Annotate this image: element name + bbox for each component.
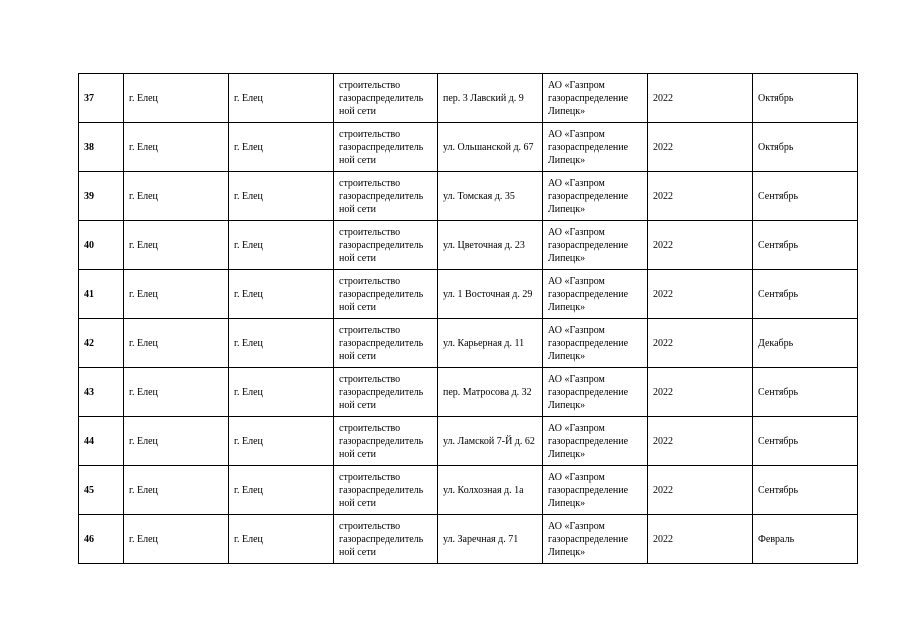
district-cell: г. Елец (124, 466, 229, 515)
district-cell: г. Елец (124, 319, 229, 368)
table-row (79, 221, 858, 270)
district-cell: г. Елец (124, 172, 229, 221)
month-cell: Декабрь (753, 319, 858, 368)
work-type-cell: строительство газораспределитель ной сети (334, 172, 438, 221)
year-cell: 2022 (648, 368, 753, 417)
district-cell: г. Елец (124, 74, 229, 123)
table-row (79, 270, 858, 319)
locality-cell: г. Елец (229, 123, 334, 172)
table-row (79, 368, 858, 417)
year-cell: 2022 (648, 74, 753, 123)
address-cell: ул. Томская д. 35 (438, 172, 543, 221)
work-type-cell: строительство газораспределитель ной сети (334, 466, 438, 515)
year-cell: 2022 (648, 319, 753, 368)
locality-cell: г. Елец (229, 172, 334, 221)
month-cell: Сентябрь (753, 368, 858, 417)
month-cell: Сентябрь (753, 466, 858, 515)
owner-cell: АО «Газпром газораспределение Липецк» (543, 368, 648, 417)
year-cell: 2022 (648, 270, 753, 319)
owner-cell: АО «Газпром газораспределение Липецк» (543, 515, 648, 564)
row-number-cell: 39 (79, 172, 124, 221)
row-number-cell: 44 (79, 417, 124, 466)
month-cell: Сентябрь (753, 417, 858, 466)
owner-cell: АО «Газпром газораспределение Липецк» (543, 221, 648, 270)
locality-cell: г. Елец (229, 417, 334, 466)
district-cell: г. Елец (124, 417, 229, 466)
month-cell: Октябрь (753, 74, 858, 123)
row-number-cell: 43 (79, 368, 124, 417)
address-cell: ул. Колхозная д. 1а (438, 466, 543, 515)
year-cell: 2022 (648, 515, 753, 564)
row-number-cell: 46 (79, 515, 124, 564)
work-type-cell: строительство газораспределитель ной сети (334, 319, 438, 368)
locality-cell: г. Елец (229, 368, 334, 417)
row-number-cell: 38 (79, 123, 124, 172)
owner-cell: АО «Газпром газораспределение Липецк» (543, 466, 648, 515)
month-cell: Февраль (753, 515, 858, 564)
locality-cell: г. Елец (229, 466, 334, 515)
address-cell: пер. Матросова д. 32 (438, 368, 543, 417)
address-cell: ул. Цветочная д. 23 (438, 221, 543, 270)
table-row (79, 319, 858, 368)
district-cell: г. Елец (124, 221, 229, 270)
work-type-cell: строительство газораспределитель ной сети (334, 74, 438, 123)
locality-cell: г. Елец (229, 74, 334, 123)
district-cell: г. Елец (124, 515, 229, 564)
table-row (79, 74, 858, 123)
month-cell: Октябрь (753, 123, 858, 172)
district-cell: г. Елец (124, 270, 229, 319)
work-type-cell: строительство газораспределитель ной сети (334, 123, 438, 172)
month-cell: Сентябрь (753, 221, 858, 270)
row-number-cell: 42 (79, 319, 124, 368)
month-cell: Сентябрь (753, 172, 858, 221)
owner-cell: АО «Газпром газораспределение Липецк» (543, 123, 648, 172)
row-number-cell: 37 (79, 74, 124, 123)
owner-cell: АО «Газпром газораспределение Липецк» (543, 319, 648, 368)
address-cell: ул. Ламской 7-Й д. 62 (438, 417, 543, 466)
locality-cell: г. Елец (229, 270, 334, 319)
gas-network-schedule-table (78, 73, 858, 564)
address-cell: пер. 3 Лавский д. 9 (438, 74, 543, 123)
row-number-cell: 45 (79, 466, 124, 515)
address-cell: ул. Ольшанской д. 67 (438, 123, 543, 172)
district-cell: г. Елец (124, 123, 229, 172)
table-row (79, 123, 858, 172)
address-cell: ул. Карьерная д. 11 (438, 319, 543, 368)
work-type-cell: строительство газораспределитель ной сети (334, 417, 438, 466)
month-cell: Сентябрь (753, 270, 858, 319)
work-type-cell: строительство газораспределитель ной сети (334, 515, 438, 564)
row-number-cell: 41 (79, 270, 124, 319)
work-type-cell: строительство газораспределитель ной сети (334, 221, 438, 270)
year-cell: 2022 (648, 417, 753, 466)
table-row (79, 417, 858, 466)
table-row (79, 515, 858, 564)
table-body (79, 74, 858, 564)
work-type-cell: строительство газораспределитель ной сети (334, 270, 438, 319)
year-cell: 2022 (648, 221, 753, 270)
locality-cell: г. Елец (229, 319, 334, 368)
owner-cell: АО «Газпром газораспределение Липецк» (543, 74, 648, 123)
work-type-cell: строительство газораспределитель ной сети (334, 368, 438, 417)
district-cell: г. Елец (124, 368, 229, 417)
owner-cell: АО «Газпром газораспределение Липецк» (543, 172, 648, 221)
year-cell: 2022 (648, 466, 753, 515)
owner-cell: АО «Газпром газораспределение Липецк» (543, 417, 648, 466)
address-cell: ул. Заречная д. 71 (438, 515, 543, 564)
locality-cell: г. Елец (229, 515, 334, 564)
locality-cell: г. Елец (229, 221, 334, 270)
row-number-cell: 40 (79, 221, 124, 270)
table-row (79, 172, 858, 221)
year-cell: 2022 (648, 172, 753, 221)
address-cell: ул. 1 Восточная д. 29 (438, 270, 543, 319)
owner-cell: АО «Газпром газораспределение Липецк» (543, 270, 648, 319)
table-row (79, 466, 858, 515)
year-cell: 2022 (648, 123, 753, 172)
